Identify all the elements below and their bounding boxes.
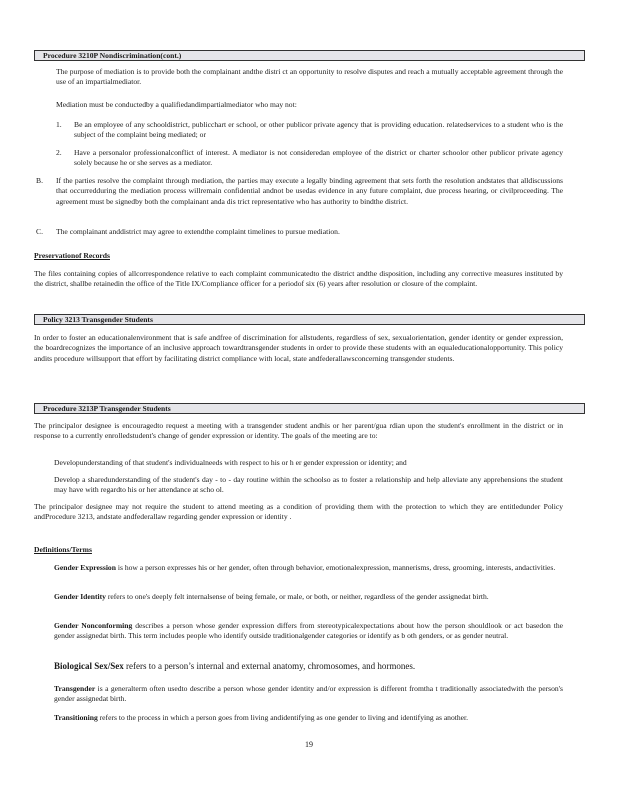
definition-text: refers to one's deeply felt internalsense of being female, or male, or both, or neither, regardless of the gender assignedat birth. [105,592,489,601]
list-letter-c: C. [36,227,43,236]
section-header-procedure-3213p: Procedure 3213P Transgender Students [34,403,585,414]
definition-gender-nonconforming [54,621,563,642]
mediation-agreement-paragraph: If the parties resolve the complaint through mediation, the parties may execute a legally binding agreement that sets forth the resolution andstates that alldiscussions that occurredduring the mediation process willremain confidential andnot be usedas evidence in any future complaint, due process hearing, or civilproceeding. The agreement must be signedby both the complainant anda dis trict representative who has authority to bindthe district. [56,176,563,206]
mediation-conducted-paragraph: Mediation must be conductedby a qualifiedandimpartialmediator who may not: [56,100,297,109]
definition-term: Gender Identity [54,592,106,601]
definition-gender-expression [54,563,563,573]
definition-biological-sex [54,661,563,671]
definition-term: Gender Nonconforming [54,621,133,630]
page-number: 19 [305,740,313,749]
definition-text: is a generalterm often usedto describe a person whose gender identity and/or expression is different fromtha t traditionally associatedwith the person's gender assignedat birth. [54,684,563,704]
mediator-restriction-1: Be an employee of any schooldistrict, publicchart er school, or other publicor private agency that is providing education. relatedservices to a student who is the subject of the complaint being mediated; or [74,120,563,140]
preservation-paragraph: The files containing copies of allcorrespondence relative to each complaint communicatedto the district andthe disposition, including any corrective measures instituted by the district, shallbe retainedin the office of the Title IX/Compliance officer for a periodof six (6) years after resolution or closure of the complaint. [34,269,563,289]
preservation-heading: Preservationof Records [34,251,110,260]
mediator-restriction-2: Have a personalor professionalconflict of interest. A mediator is not consideredan employee of the district or charter schoolor other publicor private agency solely because he or she serves as a mediator. [74,148,563,168]
list-letter-b: B. [36,176,43,185]
section-header-policy-3213: Policy 3213 Transgender Students [34,314,585,325]
definition-term: Transgender [54,684,96,693]
meeting-goal-1: Developunderstanding of that student's individualneeds with respect to his or h er gender expression or identity; and [54,458,407,467]
policy-3213-paragraph: In order to foster an educationalenvironment that is safe andfree of discrimination for allstudents, regardless of sex, sexualorientation, gender identity or gender expression, the boardrecognizes the importance of an inclusive approach towardtransgender students in order to provide these students with an equaleducationalopportunity. This policy andits procedure willsupport that effort by facilitating district compliance with local, state andfederallawsconcerning transgender students. [34,333,563,363]
list-number-1: 1. [56,120,62,129]
extend-timelines-paragraph: The complainant anddistrict may agree to extendthe complaint timelines to pursue mediation. [56,227,340,236]
meeting-goal-2: Develop a sharedunderstanding of the student's day - to - day routine within the schoolso as to foster a relationship and help alleviate any apprehensions the student may have with regardto his or her attendance at scho ol. [54,475,563,495]
definition-term: Gender Expression [54,563,116,572]
section-header-procedure-3210p: Procedure 3210P Nondiscrimination(cont.) [34,50,585,61]
definition-transitioning [54,713,563,723]
mediation-purpose-paragraph: The purpose of mediation is to provide both the complainant andthe distri ct an opportunity to resolve disputes and reach a mutually acceptable agreement through the use of an impartialmediator. [56,67,563,87]
procedure-3213p-intro: The principalor designee is encouragedto request a meeting with a transgender student andhis or her parent/gua rdian upon the student's enrollment in the district or in response to a currently enrolledstudent's change of gender expression or identity. The goals of the meeting are to: [34,421,563,441]
definition-transgender [54,684,563,705]
definition-text: refers to a person’s internal and external anatomy, chromosomes, and hormones. [123,661,416,671]
definition-term: Biological Sex/Sex [54,661,124,671]
definitions-heading: Definitions/Terms [34,545,92,554]
definition-text: is how a person expresses his or her gender, often through behavior, emotionalexpression, mannerisms, dress, grooming, interests, andactivities. [115,563,556,572]
list-number-2: 2. [56,148,62,157]
definition-text: describes a person whose gender expression differs from stereotypicalexpectations about how the person shouldlook or act basedon the gender assignedat birth. This term includes people who identify outside traditionalgender categories or identify as b oth genders, or as gender neutral. [54,621,563,641]
procedure-3213p-meeting-condition: The principalor designee may not require the student to attend meeting as a condition of providing them with the protection to which they are entitledunder Policy andProcedure 3213, andstate andfederallaw regarding gender expression or identity . [34,502,563,522]
definition-term: Transitioning [54,713,98,722]
definition-gender-identity [54,592,563,602]
definition-text: refers to the process in which a person goes from living andidentifying as one gender to living and identifying as another. [97,713,469,722]
